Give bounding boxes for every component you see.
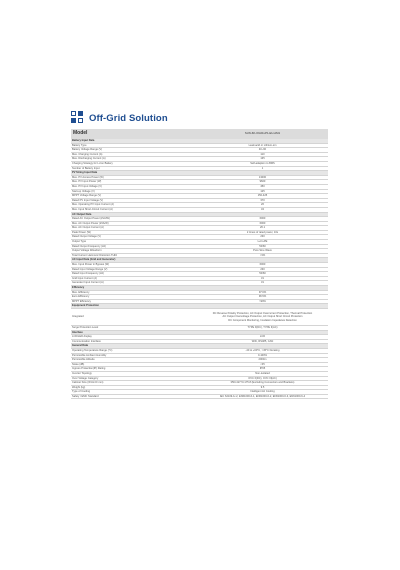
spec-value: 2 times of rated power, 10s — [197, 230, 328, 235]
spec-label: Ingress Protection(IP) Rating — [71, 367, 197, 372]
spec-value: Self-adaption to BMS — [197, 161, 328, 166]
spec-label: Max. AC Output Current (A) — [71, 226, 197, 231]
spec-value: 96.5% — [197, 295, 328, 300]
spec-label: Euro Efficiency — [71, 295, 197, 300]
spec-label: Rated Input Voltage Range (V) — [71, 267, 197, 272]
spec-value: 13000 — [197, 175, 328, 180]
section-label: Equipment Protection — [71, 304, 328, 309]
page-title: Off-Grid Solution — [89, 112, 168, 124]
model-row — [71, 129, 328, 139]
spec-label: Rated AC Output Power (kVA/W) — [71, 217, 197, 222]
spec-value: 230 — [197, 235, 328, 240]
spec-label: Max. Input Short-Circuit Current (A) — [71, 207, 197, 212]
spec-label: Rated Output Frequency (Hz) — [71, 244, 197, 249]
spec-label: Max. Discharging Current (A) — [71, 157, 197, 162]
spec-value-line: DC Reverse Polarity Protection, AC Output Overcurrent Protection, Thermal Protection — [212, 312, 313, 316]
spec-value: 31 — [197, 281, 328, 286]
spec-value: OVC II(DC), OVC III(AC) — [197, 376, 328, 381]
spec-value-line: AC Output Overvoltage Protection, AC Output Short Circuit Protection — [222, 315, 303, 319]
page-header — [71, 109, 168, 127]
spec-row — [71, 394, 328, 399]
spec-value: 150-425 — [197, 194, 328, 199]
spec-table — [71, 129, 328, 399]
spec-label: Rated Input Frequency (Hz) — [71, 272, 197, 277]
spec-label: Surge Protection Level — [71, 325, 197, 330]
spec-label: Operating Temperature Range (°C) — [71, 348, 197, 353]
spec-value: 6000 — [197, 217, 328, 222]
spec-value: 135 — [197, 157, 328, 162]
spec-value: 50/60 — [197, 272, 328, 277]
section-label: General Data — [71, 344, 328, 349]
spec-value: 6000 — [197, 263, 328, 268]
spec-value: 1 — [197, 166, 328, 171]
spec-value: LCD — [197, 335, 328, 340]
spec-label: Start-up Voltage (V) — [71, 189, 197, 194]
spec-value: 50/60 — [197, 244, 328, 249]
spec-value: Pure Sine Wave — [197, 249, 328, 254]
spec-label: Max. Operating PV Input Current (A) — [71, 203, 197, 208]
spec-label: Rated PV Input Voltage (V) — [71, 198, 197, 203]
spec-label: Cabinet Size (W×H×D mm) — [71, 381, 197, 386]
spec-label: Charging Strategy for Li-Ion Battery — [71, 161, 197, 166]
spec-row — [71, 308, 328, 325]
spec-label: Max. PV Input Power (W) — [71, 180, 197, 185]
spec-label: Max. Charging Current (A) — [71, 152, 197, 157]
spec-label: Permissible Ambient Humidity — [71, 353, 197, 358]
spec-value: 9.5 — [197, 385, 328, 390]
spec-value: 40~60 — [197, 148, 328, 153]
section-label: AC Input Data (Grid and Generator) — [71, 258, 328, 263]
spec-label: MPPT Efficiency — [71, 299, 197, 304]
section-label: Battery Input Data — [71, 139, 328, 143]
spec-value-line: DC Component Monitoring, Insulation Impedance Detection — [228, 318, 297, 322]
spec-value: IP65 — [197, 367, 328, 372]
spec-value: 26.1 — [197, 226, 328, 231]
spec-label: Max. Input Power in Bypass (W) — [71, 263, 197, 268]
spec-value: Lead-acid or Lithium-ion — [197, 143, 328, 148]
model-value: SUN-6K-OG01LP1-EU-AM1 — [197, 129, 328, 139]
spec-label: Type of Cooling — [71, 390, 197, 395]
spec-label: Peak Power (W) — [71, 230, 197, 235]
spec-label: Rated Output Voltage (V) — [71, 235, 197, 240]
spec-label: Permissible Altitude — [71, 358, 197, 363]
spec-value: 9600 — [197, 180, 328, 185]
spec-value: 125 — [197, 189, 328, 194]
spec-label: Inverter Topology — [71, 371, 197, 376]
spec-value: <3% — [197, 253, 328, 258]
spec-label: Integrated — [71, 308, 197, 325]
section-label: PV String Input Data — [71, 171, 328, 176]
spec-label: Battery Voltage Range (V) — [71, 148, 197, 153]
spec-value: >99% — [197, 299, 328, 304]
spec-label: Max. PV Access Power (W) — [71, 175, 197, 180]
spec-label: Over Voltage Category — [71, 376, 197, 381]
spec-label: Number of Battery Input — [71, 166, 197, 171]
spec-label: Output Voltage Waveform — [71, 249, 197, 254]
grid-squares-logo-icon — [71, 111, 84, 125]
section-label: Interface — [71, 330, 328, 335]
spec-value: 356×427.5×175.8 (Excluding Connectors and Brackets) — [197, 381, 328, 386]
spec-value: WiFi, RS485, CAN — [197, 339, 328, 344]
spec-label: Total Current Harmonic Distortion THDi — [71, 253, 197, 258]
spec-value: 0-100% — [197, 353, 328, 358]
spec-value: 110 — [197, 152, 328, 157]
spec-label: Noise (dB) — [71, 362, 197, 367]
spec-label: Max. AC Output Power (kVA/W) — [71, 221, 197, 226]
spec-value: L+N+PE — [197, 240, 328, 245]
spec-label: Max. Efficiency — [71, 290, 197, 295]
spec-value: 6000 — [197, 221, 328, 226]
spec-value: 450 — [197, 184, 328, 189]
spec-value: Intelligent Air Cooling — [197, 390, 328, 395]
spec-label: Generator Input Current (A) — [71, 281, 197, 286]
spec-value: 26 — [197, 203, 328, 208]
spec-value: 97.6% — [197, 290, 328, 295]
spec-label: Battery Type — [71, 143, 197, 148]
spec-label: Safety / EMC Standard — [71, 394, 197, 399]
spec-value: <45 — [197, 362, 328, 367]
spec-value: 31 — [197, 276, 328, 281]
spec-value: Non-isolated — [197, 371, 328, 376]
spec-value: TYPE II(DC), TYPE II(AC) — [197, 325, 328, 330]
spec-value: -40 to +60°C, >45°C Derating — [197, 348, 328, 353]
spec-value: 370 — [197, 198, 328, 203]
section-label: Efficiency — [71, 286, 328, 291]
spec-value: 2000m — [197, 358, 328, 363]
spec-value: 230 — [197, 267, 328, 272]
spec-value: IEC 62109-1/-2, EN61000-6-1, EN61000-6-2, EN61000-6-3, EN61000-6-4 — [197, 394, 328, 399]
spec-label: Weight (kg) — [71, 385, 197, 390]
spec-label: Grid Input Current (A) — [71, 276, 197, 281]
spec-label: LCD/LED display — [71, 335, 197, 340]
spec-value: 34 — [197, 207, 328, 212]
spec-label: Communication Interface — [71, 339, 197, 344]
spec-value — [197, 308, 328, 325]
spec-label: Output Type — [71, 240, 197, 245]
model-label: Model — [71, 129, 197, 139]
spec-label: MPPT Voltage Range (V) — [71, 194, 197, 199]
spec-label: Max. PV Input Voltage (V) — [71, 184, 197, 189]
section-label: AC Output Data — [71, 212, 328, 217]
